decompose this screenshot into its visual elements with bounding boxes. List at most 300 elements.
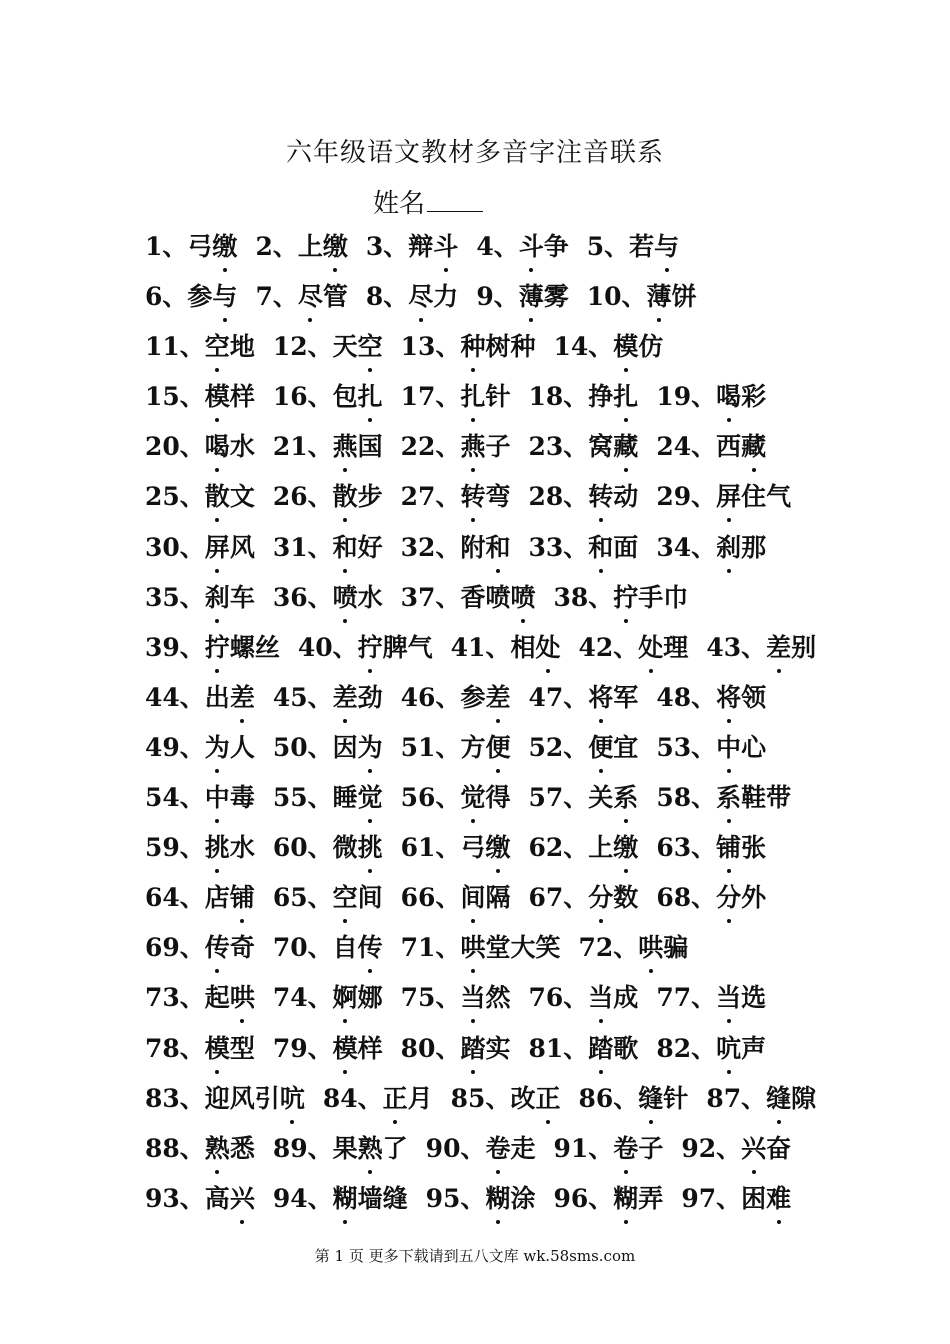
word-suffix: 宜 [613,732,639,762]
polyphonic-char: 兴 [741,1130,766,1168]
item-number: 29、 [656,482,717,512]
word-prefix: 改 [510,1083,536,1113]
word-prefix: 店 [204,883,230,913]
word-suffix: 涂 [510,1183,536,1213]
exercise-line [145,729,925,779]
word-suffix: 毒 [229,783,255,813]
word-suffix: 子 [485,432,511,462]
word-suffix: 样 [357,1033,383,1063]
polyphonic-char: 踏 [460,1030,485,1068]
item-number: 52、 [528,732,589,762]
word-suffix: 好 [357,532,383,562]
exercise-line [145,879,925,929]
polyphonic-char: 吭 [280,1080,305,1118]
exercise-item [451,629,561,667]
name-field [373,183,483,220]
word-suffix: 型 [229,1033,255,1063]
polyphonic-char: 缴 [323,228,348,266]
exercise-item [145,529,255,567]
item-number: 83、 [145,1083,205,1113]
exercise-item [401,328,536,366]
exercise-item [273,779,383,817]
exercise-item [528,679,638,717]
item-number: 26、 [272,482,333,512]
item-number: 87、 [706,1083,767,1113]
word-suffix: 军 [613,682,639,712]
word-suffix: 手巾 [638,582,689,612]
item-number: 68、 [656,883,717,913]
item-number: 15、 [145,382,205,412]
item-number: 90、 [425,1133,486,1163]
word-suffix: 奇 [229,933,255,963]
word-suffix: 车 [229,582,255,612]
item-number: 16、 [272,382,333,412]
exercise-item [273,478,383,516]
exercise-line [145,1130,925,1180]
polyphonic-char: 尽 [298,278,323,316]
item-number: 74、 [272,983,333,1013]
item-number: 10、 [586,282,647,312]
exercise-item [145,829,255,867]
item-number: 8、 [365,282,409,312]
exercise-item [401,929,561,967]
polyphonic-char: 刹 [716,529,741,567]
polyphonic-char: 缴 [212,228,237,266]
polyphonic-char: 和 [333,529,358,567]
polyphonic-char: 拧 [358,629,383,667]
exercise-item [273,328,383,366]
polyphonic-char: 薄 [519,278,544,316]
polyphonic-char: 扎 [460,378,485,416]
exercise-item [656,529,766,567]
item-number: 27、 [400,482,461,512]
item-number: 69、 [145,933,205,963]
word-suffix: 仿 [638,332,664,362]
polyphonic-char: 散 [333,478,358,516]
exercise-line [145,428,925,478]
exercise-item [145,478,255,516]
item-number: 81、 [528,1033,589,1063]
exercise-item [366,278,458,316]
item-number: 21、 [272,432,333,462]
name-blank[interactable] [427,189,483,212]
polyphonic-char: 哄 [230,979,255,1017]
word-prefix: 相 [510,632,536,662]
exercise-item [145,679,255,717]
item-number: 94、 [272,1183,333,1213]
item-number: 65、 [272,883,333,913]
polyphonic-char: 当 [716,979,741,1017]
polyphonic-char: 差 [766,629,791,667]
item-number: 28、 [528,482,589,512]
exercise-item [656,779,791,817]
item-number: 7、 [255,282,298,312]
item-number: 62、 [528,833,589,863]
exercise-item [656,879,766,917]
polyphonic-char: 与 [654,228,679,266]
item-number: 82、 [656,1033,717,1063]
item-number: 23、 [528,432,589,462]
item-number: 46、 [400,682,461,712]
exercise-list [145,228,925,1230]
polyphonic-char: 当 [588,979,613,1017]
item-number: 22、 [400,432,461,462]
exercise-line [145,328,925,378]
item-number: 35、 [145,582,205,612]
polyphonic-char: 喷 [510,579,535,617]
word-suffix: 地 [229,332,255,362]
exercise-item [273,1180,408,1218]
item-number: 45、 [272,682,333,712]
word-prefix: 若 [629,232,655,261]
polyphonic-char: 差 [230,679,255,717]
polyphonic-char: 转 [588,478,613,516]
word-suffix: 弄 [638,1183,664,1213]
exercise-item [273,879,383,917]
item-number: 50、 [272,732,333,762]
name-label: 姓名 [373,189,426,219]
polyphonic-char: 系 [716,779,741,817]
polyphonic-char: 喝 [205,428,230,466]
item-number: 96、 [553,1183,614,1213]
exercise-item [528,829,638,867]
exercise-item [145,629,280,667]
word-suffix: 争 [543,232,569,261]
word-prefix: 参 [460,682,486,712]
item-number: 25、 [145,482,205,512]
word-suffix: 人 [229,732,255,762]
word-prefix: 西 [716,432,742,462]
exercise-item [578,1080,688,1118]
exercise-item [528,729,638,767]
word-suffix: 彩 [741,382,767,412]
item-number: 18、 [528,382,589,412]
word-prefix: 出 [204,682,230,712]
exercise-line [145,1030,925,1080]
exercise-item [528,779,638,817]
exercise-line [145,579,925,629]
exercise-item [145,1180,255,1218]
exercise-item [681,1130,791,1168]
exercise-item [145,1030,255,1068]
exercise-item [706,1080,816,1118]
exercise-item [145,228,237,266]
polyphonic-char: 处 [638,629,663,667]
polyphonic-char: 屏 [205,529,230,567]
word-suffix: 脾气 [382,632,433,662]
polyphonic-char: 踏 [588,1030,613,1068]
polyphonic-char: 拧 [613,579,638,617]
polyphonic-char: 种 [460,328,485,366]
word-prefix: 方 [460,732,486,762]
item-number: 93、 [145,1183,205,1213]
item-number: 88、 [145,1133,205,1163]
item-number: 42、 [578,632,639,662]
item-number: 2、 [255,232,298,261]
word-prefix: 迎风引 [204,1083,280,1113]
exercise-item [528,879,638,917]
polyphonic-char: 刹 [205,579,230,617]
item-number: 58、 [656,783,717,813]
item-number: 3、 [365,232,409,261]
word-suffix: 水 [229,432,255,462]
word-suffix: 隙 [791,1083,817,1113]
exercise-item [656,378,766,416]
polyphonic-char: 挑 [358,829,383,867]
polyphonic-char: 薄 [647,278,672,316]
polyphonic-char: 和 [485,529,510,567]
exercise-line [145,278,925,328]
word-prefix: 高 [204,1183,230,1213]
item-number: 92、 [681,1133,742,1163]
polyphonic-char: 间 [460,879,485,917]
word-suffix: 面 [613,532,639,562]
word-prefix: 弓 [187,232,213,261]
exercise-line [145,378,925,428]
item-number: 37、 [400,582,461,612]
word-suffix: 管 [322,282,348,312]
exercise-item [476,228,568,266]
exercise-item [145,579,255,617]
word-suffix: 水 [357,582,383,612]
word-suffix: 墙缝 [357,1183,408,1213]
item-number: 79、 [272,1033,333,1063]
exercise-line [145,228,925,278]
exercise-item [401,378,511,416]
exercise-item [451,1080,561,1118]
polyphonic-char: 藏 [741,428,766,466]
exercise-line [145,1080,925,1130]
item-number: 60、 [272,833,333,863]
word-prefix: 睡 [332,783,358,813]
exercise-line [145,629,925,679]
polyphonic-char: 喝 [716,378,741,416]
item-number: 32、 [400,532,461,562]
polyphonic-char: 模 [205,1030,230,1068]
polyphonic-char: 分 [716,879,741,917]
polyphonic-char: 铺 [716,829,741,867]
word-prefix: 上 [588,833,614,863]
word-suffix: 数 [613,883,639,913]
item-number: 44、 [145,682,205,712]
word-suffix: 实 [485,1033,511,1063]
exercise-item [401,529,511,567]
exercise-line [145,478,925,528]
word-suffix: 雾 [543,282,569,312]
word-prefix: 困 [741,1183,767,1213]
exercise-item [145,979,255,1017]
word-suffix: 文 [229,482,255,512]
item-number: 57、 [528,783,589,813]
word-suffix: 别 [791,632,817,662]
word-suffix: 月 [407,1083,433,1113]
polyphonic-char: 为 [205,729,230,767]
item-number: 19、 [656,382,717,412]
item-number: 40、 [297,632,358,662]
exercise-item [273,1030,383,1068]
polyphonic-char: 模 [205,378,230,416]
polyphonic-char: 中 [205,779,230,817]
item-number: 36、 [272,582,333,612]
item-number: 53、 [656,732,717,762]
word-suffix: 得 [485,783,511,813]
item-number: 95、 [425,1183,486,1213]
exercise-item [323,1080,433,1118]
item-number: 84、 [322,1083,383,1113]
exercise-item [426,1130,536,1168]
exercise-item [401,679,511,717]
exercise-item [145,1130,255,1168]
exercise-item [528,1030,638,1068]
item-number: 5、 [586,232,630,261]
polyphonic-char: 为 [358,729,383,767]
exercise-item [553,579,688,617]
item-number: 38、 [553,582,614,612]
item-number: 54、 [145,783,205,813]
item-number: 4、 [476,232,519,261]
item-number: 77、 [656,983,717,1013]
item-number: 97、 [681,1183,742,1213]
word-suffix: 堂大笑 [485,933,561,963]
exercise-item [273,729,383,767]
polyphonic-char: 挑 [205,829,230,867]
word-suffix: 隔 [485,883,511,913]
word-suffix: 选 [741,983,767,1013]
polyphonic-char: 模 [613,328,638,366]
item-number: 91、 [553,1133,614,1163]
word-suffix: 间 [357,883,383,913]
exercise-item [273,679,383,717]
word-prefix: 上 [297,232,323,261]
polyphonic-char: 觉 [358,779,383,817]
item-number: 51、 [400,732,461,762]
exercise-item [681,1180,791,1218]
polyphonic-char: 拧 [205,629,230,667]
word-suffix: 声 [741,1033,767,1063]
item-number: 6、 [145,282,188,312]
polyphonic-char: 空 [358,328,383,366]
word-suffix: 动 [613,482,639,512]
word-suffix: 住气 [741,482,792,512]
exercise-item [401,979,511,1017]
item-number: 78、 [145,1033,205,1063]
polyphonic-char: 兴 [230,1180,255,1218]
exercise-item [401,1030,511,1068]
exercise-item [273,929,383,967]
item-number: 14、 [553,332,614,362]
word-suffix: 饼 [671,282,697,312]
exercise-item [401,729,511,767]
word-prefix: 挣 [588,382,614,412]
exercise-item [553,328,663,366]
polyphonic-char: 传 [205,929,230,967]
exercise-item [273,579,383,617]
exercise-line [145,929,925,979]
polyphonic-char: 差 [333,679,358,717]
word-suffix: 螺丝 [229,632,280,662]
word-prefix: 窝 [588,432,614,462]
item-number: 13、 [400,332,461,362]
polyphonic-char: 斗 [519,228,544,266]
polyphonic-char: 和 [588,529,613,567]
word-suffix: 悉 [229,1133,255,1163]
word-prefix: 起 [204,983,230,1013]
polyphonic-char: 燕 [333,428,358,466]
exercise-item [145,879,255,917]
word-suffix: 水 [229,833,255,863]
exercise-line [145,979,925,1029]
exercise-item [401,779,511,817]
word-suffix: 了 [382,1133,408,1163]
word-suffix: 走 [510,1133,536,1163]
exercise-item [255,228,347,266]
word-suffix: 国 [357,432,383,462]
polyphonic-char: 婀 [333,979,358,1017]
exercise-line [145,679,925,729]
exercise-item [578,929,688,967]
polyphonic-char: 藏 [613,428,638,466]
exercise-item [401,478,511,516]
word-suffix: 歌 [613,1033,639,1063]
word-suffix: 领 [741,682,767,712]
item-number: 66、 [400,883,461,913]
exercise-item [145,1080,305,1118]
polyphonic-char: 缝 [766,1080,791,1118]
exercise-item [273,1130,408,1168]
exercise-line [145,829,925,879]
polyphonic-char: 熟 [205,1130,230,1168]
exercise-item [528,378,638,416]
exercise-item [587,278,697,316]
page-title: 六年级语文教材多音字注音联系 [285,138,664,168]
item-number: 63、 [656,833,717,863]
item-number: 76、 [528,983,589,1013]
polyphonic-char: 差 [485,679,510,717]
exercise-line [145,779,925,829]
item-number: 43、 [706,632,767,662]
exercise-item [145,378,255,416]
item-number: 33、 [528,532,589,562]
exercise-item [273,829,383,867]
polyphonic-char: 缴 [613,829,638,867]
item-number: 41、 [450,632,511,662]
item-number: 72、 [578,933,639,963]
word-suffix: 骗 [663,933,689,963]
exercise-item [145,729,255,767]
exercise-item [145,779,255,817]
item-number: 55、 [272,783,333,813]
polyphonic-char: 散 [205,478,230,516]
item-number: 73、 [145,983,205,1013]
word-suffix: 外 [741,883,767,913]
polyphonic-char: 当 [460,979,485,1017]
polyphonic-char: 难 [766,1180,791,1218]
exercise-item [528,428,638,466]
word-suffix: 理 [663,632,689,662]
exercise-line [145,1180,925,1230]
item-number: 80、 [400,1033,461,1063]
polyphonic-char: 哄 [638,929,663,967]
exercise-item [656,1030,766,1068]
exercise-item [273,529,383,567]
exercise-item [656,478,791,516]
polyphonic-char: 扎 [358,378,383,416]
word-prefix: 香喷 [460,582,511,612]
word-prefix: 弓 [460,833,486,863]
item-number: 1、 [145,232,188,261]
word-prefix: 微 [332,833,358,863]
polyphonic-char: 便 [485,729,510,767]
